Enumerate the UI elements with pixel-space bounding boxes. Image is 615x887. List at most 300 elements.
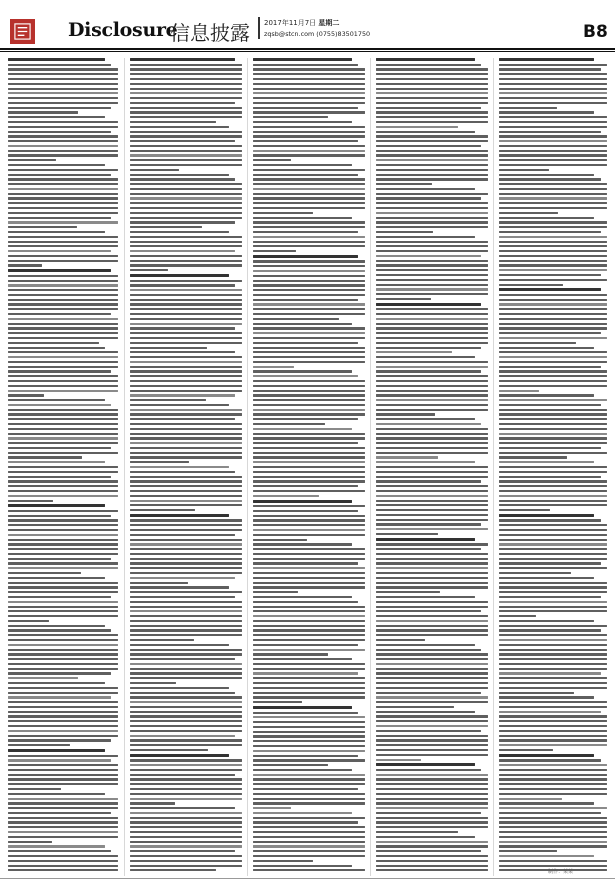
text-line — [253, 634, 365, 636]
text-line — [376, 64, 481, 66]
text-line — [253, 111, 365, 113]
text-line — [499, 706, 607, 708]
text-line — [499, 107, 557, 109]
text-line — [499, 793, 607, 795]
text-line — [8, 476, 111, 478]
text-line — [376, 610, 481, 612]
text-line — [253, 567, 365, 569]
text-line — [130, 480, 242, 482]
text-line — [253, 696, 365, 698]
paragraph — [130, 754, 242, 805]
text-line — [376, 615, 488, 617]
text-line — [499, 188, 607, 190]
text-line — [253, 150, 365, 152]
text-line — [253, 629, 365, 631]
text-column-3 — [253, 58, 365, 876]
text-line — [499, 480, 607, 482]
text-line — [8, 260, 118, 262]
text-line — [8, 121, 118, 123]
text-line — [130, 299, 242, 301]
text-line — [8, 620, 49, 622]
text-line — [499, 860, 607, 862]
text-line — [253, 452, 365, 454]
text-line — [253, 869, 365, 871]
text-line — [499, 202, 607, 204]
text-line — [8, 485, 118, 487]
text-line — [130, 107, 242, 109]
paragraph — [253, 164, 365, 214]
text-line — [8, 327, 118, 329]
text-line — [253, 73, 365, 75]
text-line — [253, 712, 358, 714]
text-line — [8, 539, 118, 541]
text-line — [130, 845, 242, 847]
text-line — [8, 510, 118, 512]
text-line — [499, 126, 607, 128]
text-line — [499, 332, 601, 334]
text-line — [253, 280, 365, 282]
text-line — [376, 629, 488, 631]
text-line — [376, 394, 488, 396]
text-line — [253, 289, 365, 291]
text-line — [376, 519, 488, 521]
text-line — [8, 706, 118, 708]
text-line — [8, 788, 61, 790]
text-line — [8, 658, 118, 660]
text-line — [253, 548, 365, 550]
text-line — [376, 538, 475, 541]
text-line — [253, 769, 352, 771]
text-line — [253, 193, 365, 195]
text-line — [130, 720, 242, 722]
text-line — [130, 64, 242, 66]
text-line — [130, 92, 242, 94]
paragraph — [499, 696, 607, 751]
paragraph — [499, 394, 607, 458]
text-line — [499, 504, 607, 506]
text-line — [130, 193, 242, 195]
text-line — [253, 572, 365, 574]
text-line — [376, 625, 488, 627]
text-line — [499, 150, 607, 152]
text-line — [130, 260, 242, 262]
text-line — [499, 701, 607, 703]
text-line — [253, 212, 313, 214]
text-line — [253, 480, 365, 482]
text-line — [130, 68, 242, 70]
text-line — [8, 356, 118, 358]
text-line — [253, 582, 365, 584]
text-line — [499, 567, 607, 569]
text-line — [130, 212, 242, 214]
text-line — [130, 280, 242, 282]
text-line — [8, 644, 118, 646]
text-line — [499, 841, 607, 843]
text-line — [253, 793, 365, 795]
text-line — [130, 226, 202, 228]
text-line — [499, 845, 607, 847]
text-line — [499, 677, 607, 679]
text-line — [499, 500, 607, 502]
text-line — [8, 73, 118, 75]
text-line — [499, 774, 607, 776]
text-line — [499, 739, 607, 741]
text-line — [253, 164, 352, 166]
paragraph — [253, 58, 365, 118]
text-line — [376, 558, 488, 560]
text-line — [130, 668, 242, 670]
text-line — [8, 711, 118, 713]
text-line — [253, 701, 302, 703]
text-line — [376, 380, 488, 382]
text-line — [376, 543, 488, 545]
text-line — [499, 78, 607, 80]
text-line — [499, 639, 607, 641]
newspaper-logo — [10, 19, 35, 44]
text-line — [376, 658, 488, 660]
text-line — [499, 596, 601, 598]
text-line — [499, 318, 607, 320]
text-line — [376, 672, 488, 674]
text-line — [376, 730, 481, 732]
text-line — [130, 682, 176, 684]
text-column-2 — [130, 58, 242, 876]
paragraph — [130, 231, 242, 271]
text-line — [8, 399, 105, 401]
text-line — [253, 347, 365, 349]
text-line — [499, 817, 607, 819]
text-line — [8, 351, 118, 353]
text-line — [8, 807, 118, 809]
text-line — [253, 78, 365, 80]
text-line — [376, 687, 488, 689]
text-line — [499, 471, 607, 473]
text-line — [130, 116, 242, 118]
text-line — [253, 625, 365, 627]
text-line — [376, 533, 438, 535]
text-line — [253, 745, 365, 747]
text-line — [8, 347, 105, 349]
text-line — [8, 140, 118, 142]
text-line — [253, 265, 365, 267]
text-line — [8, 68, 118, 70]
text-line — [8, 390, 118, 392]
text-line — [376, 260, 488, 262]
text-line — [130, 485, 242, 487]
text-line — [376, 798, 488, 800]
text-line — [376, 347, 481, 349]
text-line — [253, 217, 352, 219]
text-line — [253, 337, 365, 339]
text-line — [8, 217, 111, 219]
text-line — [253, 174, 358, 176]
text-line — [8, 553, 118, 555]
text-line — [499, 102, 607, 104]
text-line — [499, 308, 607, 310]
text-line — [499, 543, 607, 545]
text-line — [376, 774, 488, 776]
text-line — [130, 793, 242, 795]
text-line — [499, 447, 601, 449]
paragraph — [130, 586, 242, 641]
text-line — [376, 778, 488, 780]
paragraph — [376, 236, 488, 300]
text-line — [376, 442, 488, 444]
paragraph — [253, 812, 365, 862]
text-line — [8, 701, 118, 703]
text-line — [253, 591, 298, 593]
text-line — [376, 337, 488, 339]
text-line — [8, 793, 105, 795]
text-line — [8, 577, 105, 579]
text-line — [8, 433, 118, 435]
text-line — [253, 418, 358, 420]
text-line — [376, 370, 481, 372]
text-line — [130, 380, 242, 382]
paragraph — [130, 687, 242, 751]
text-line — [499, 274, 601, 276]
text-line — [376, 807, 488, 809]
text-line — [253, 126, 365, 128]
section-title-en: Disclosure — [68, 19, 178, 41]
text-line — [8, 318, 118, 320]
paragraph — [499, 514, 607, 574]
text-line — [376, 855, 488, 857]
text-line — [253, 802, 365, 804]
text-line — [253, 178, 365, 180]
text-line — [499, 783, 607, 785]
text-line — [376, 212, 488, 214]
text-line — [130, 586, 229, 588]
text-line — [499, 495, 607, 497]
newspaper-seal-logo-icon — [13, 22, 32, 41]
text-line — [499, 197, 607, 199]
text-line — [253, 865, 352, 867]
text-line — [130, 145, 242, 147]
text-line — [499, 759, 601, 761]
text-line — [253, 495, 319, 497]
text-line — [499, 553, 607, 555]
text-line — [253, 375, 358, 377]
text-line — [376, 135, 488, 137]
text-line — [130, 221, 235, 223]
text-line — [130, 807, 235, 809]
text-line — [376, 332, 488, 334]
text-line — [130, 83, 242, 85]
text-line — [376, 102, 488, 104]
text-line — [8, 308, 118, 310]
text-line — [8, 116, 105, 118]
text-line — [130, 332, 242, 334]
text-line — [130, 519, 242, 521]
text-line — [376, 284, 488, 286]
text-line — [8, 802, 118, 804]
text-line — [8, 534, 118, 536]
text-line — [376, 236, 475, 238]
text-line — [253, 318, 339, 320]
text-line — [8, 447, 111, 449]
text-line — [130, 413, 242, 415]
text-line — [499, 250, 607, 252]
text-line — [8, 409, 118, 411]
text-line — [253, 668, 365, 670]
text-line — [499, 744, 607, 746]
paragraph — [376, 188, 488, 233]
text-line — [376, 461, 475, 463]
text-line — [8, 634, 118, 636]
text-line — [8, 299, 118, 301]
text-line — [130, 423, 242, 425]
text-line — [376, 495, 488, 497]
text-line — [499, 461, 594, 463]
text-line — [376, 841, 488, 843]
paragraph — [376, 711, 488, 761]
text-line — [376, 226, 488, 228]
text-line — [8, 696, 111, 698]
text-line — [8, 255, 118, 257]
text-line — [376, 754, 488, 756]
text-line — [253, 97, 365, 99]
text-line — [499, 629, 601, 631]
text-line — [8, 668, 118, 670]
footer-rule — [0, 878, 615, 879]
text-line — [499, 327, 607, 329]
text-line — [376, 480, 481, 482]
text-line — [130, 539, 242, 541]
text-line — [130, 150, 242, 152]
text-line — [376, 553, 488, 555]
text-line — [376, 817, 488, 819]
text-line — [376, 116, 488, 118]
text-line — [499, 399, 607, 401]
text-line — [253, 755, 358, 757]
text-line — [376, 466, 488, 468]
text-line — [253, 447, 365, 449]
text-line — [499, 433, 607, 435]
text-line — [8, 692, 118, 694]
text-line — [376, 221, 488, 223]
text-line — [253, 562, 358, 564]
text-line — [499, 169, 549, 171]
text-line — [499, 428, 607, 430]
text-line — [376, 298, 431, 300]
text-line — [130, 442, 242, 444]
text-line — [8, 591, 118, 593]
text-line — [8, 264, 42, 266]
text-line — [8, 755, 118, 757]
paragraph — [253, 865, 365, 872]
text-line — [8, 178, 118, 180]
text-line — [499, 644, 607, 646]
column-separator — [247, 58, 248, 876]
text-line — [253, 692, 365, 694]
text-line — [253, 250, 296, 252]
text-line — [376, 164, 488, 166]
text-line — [8, 831, 118, 833]
paragraph — [253, 255, 365, 320]
text-line — [499, 284, 563, 286]
text-line — [8, 107, 111, 109]
text-line — [130, 577, 235, 579]
text-line — [376, 390, 488, 392]
paragraph — [8, 461, 118, 501]
text-line — [8, 639, 118, 641]
text-line — [130, 572, 242, 574]
text-line — [130, 269, 168, 271]
text-line — [499, 226, 607, 228]
text-line — [130, 394, 235, 396]
text-line — [130, 351, 235, 353]
text-line — [253, 721, 365, 723]
text-line — [8, 102, 118, 104]
text-line — [376, 523, 481, 525]
paragraph — [8, 749, 118, 790]
text-line — [253, 735, 365, 737]
text-line — [376, 366, 488, 368]
text-line — [253, 731, 365, 733]
text-line — [8, 543, 118, 545]
text-line — [499, 145, 607, 147]
text-line — [499, 548, 607, 550]
text-line — [499, 380, 607, 382]
text-line — [130, 58, 235, 61]
text-line — [130, 524, 242, 526]
text-line — [130, 831, 242, 833]
text-line — [499, 68, 601, 70]
text-line — [130, 553, 242, 555]
text-line — [499, 236, 607, 238]
text-line — [8, 241, 118, 243]
text-line — [130, 534, 235, 536]
text-line — [8, 284, 118, 286]
text-line — [8, 385, 118, 387]
text-line — [499, 582, 607, 584]
paragraph — [8, 231, 118, 267]
text-line — [376, 582, 488, 584]
text-line — [130, 164, 242, 166]
text-line — [130, 289, 242, 291]
text-line — [253, 313, 365, 315]
text-line — [253, 284, 365, 286]
paragraph — [130, 351, 242, 401]
text-line — [8, 294, 118, 296]
text-line — [130, 250, 235, 252]
text-line — [253, 442, 358, 444]
text-line — [499, 131, 601, 133]
text-line — [499, 715, 607, 717]
text-line — [8, 269, 111, 272]
text-line — [376, 783, 488, 785]
text-line — [130, 725, 242, 727]
text-line — [130, 390, 242, 392]
text-line — [499, 562, 601, 564]
text-line — [253, 385, 365, 387]
text-line — [253, 476, 365, 478]
text-line — [499, 668, 607, 670]
text-line — [8, 480, 118, 482]
text-line — [253, 817, 365, 819]
text-line — [253, 409, 365, 411]
text-line — [253, 145, 365, 147]
text-line — [376, 313, 488, 315]
text-line — [130, 500, 242, 502]
text-line — [499, 64, 607, 66]
text-line — [8, 821, 118, 823]
footer-credit: 制作：某某 — [548, 869, 574, 875]
text-line — [499, 164, 607, 166]
text-line — [8, 764, 118, 766]
text-line — [376, 692, 481, 694]
